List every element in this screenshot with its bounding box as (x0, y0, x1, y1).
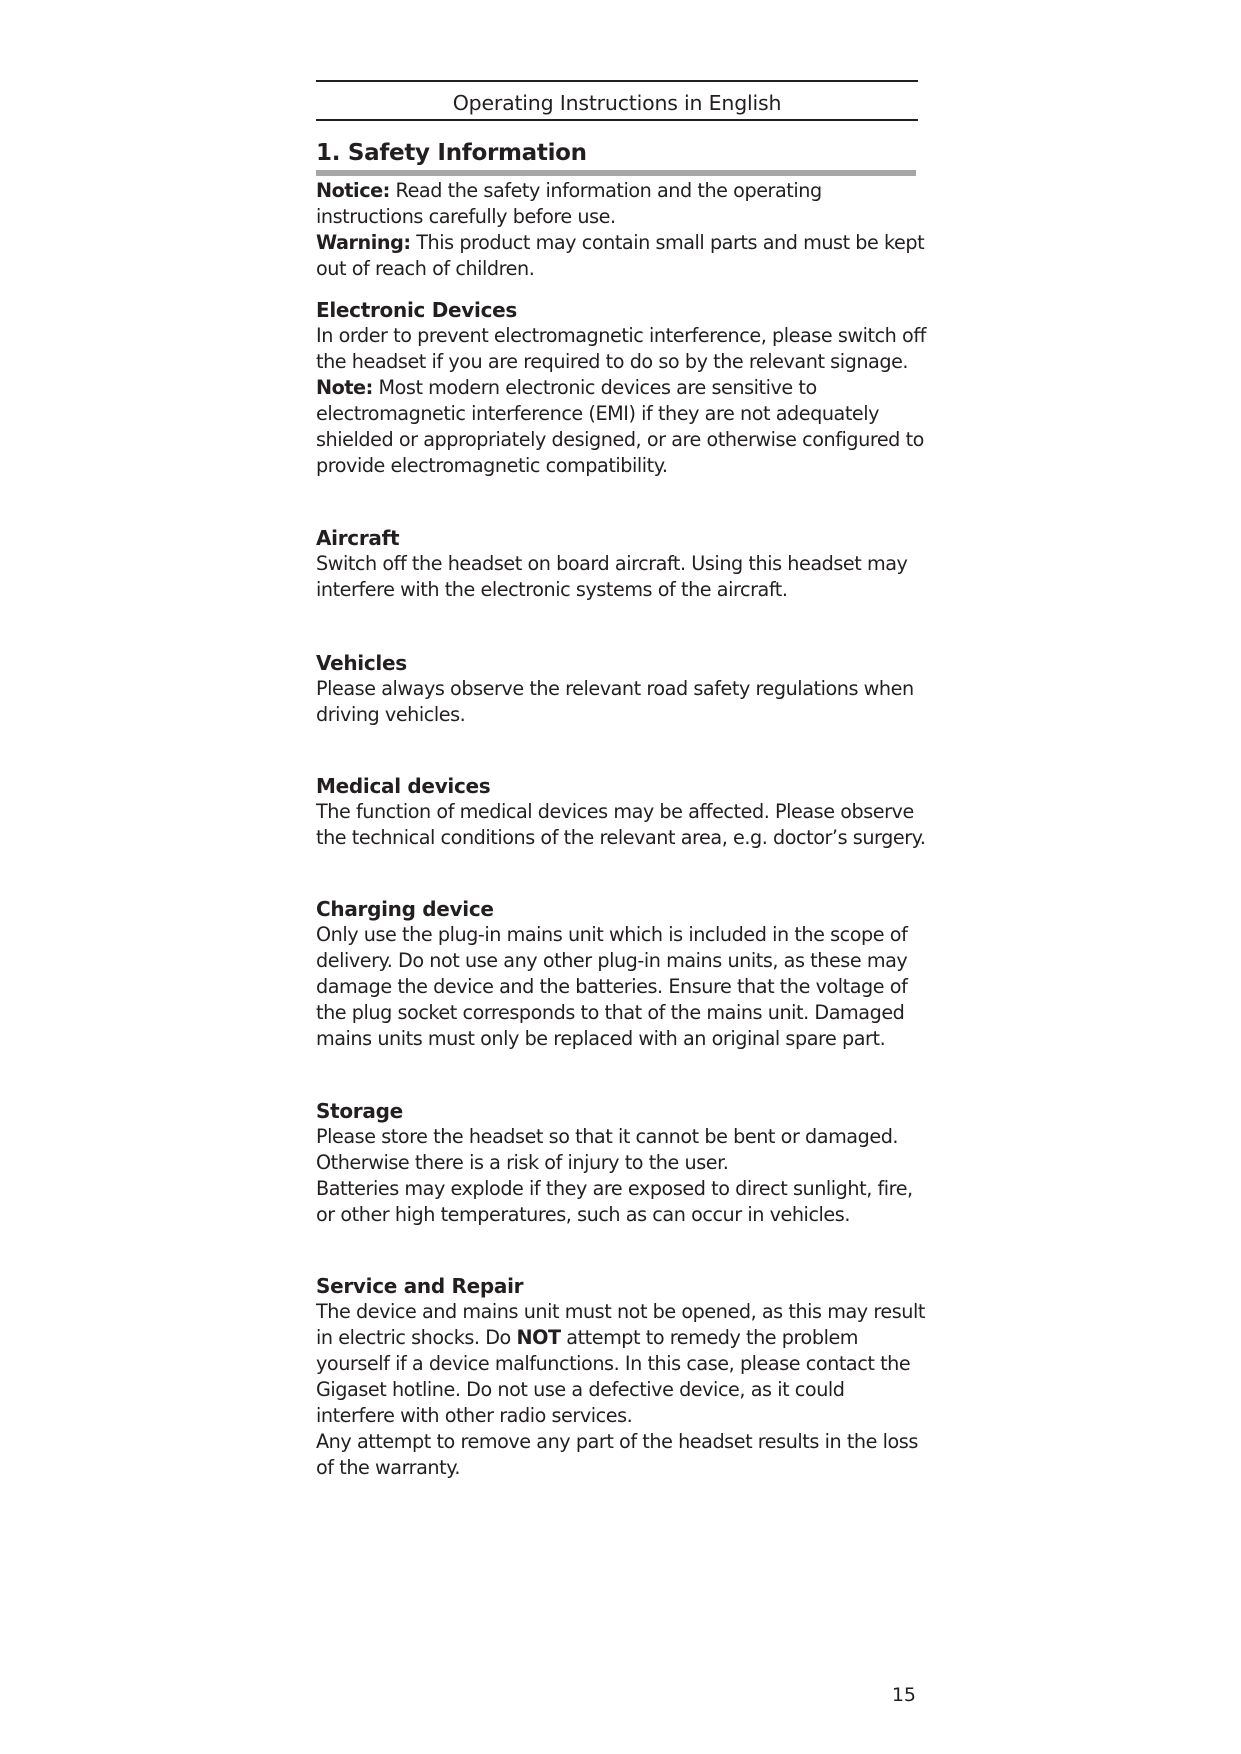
medical-devices-text: The function of medical devices may be affected. Please observe the technical conditions of the relevant area, e.g. doctor’s surgery. (316, 800, 926, 849)
electronic-note-paragraph (316, 375, 926, 479)
electronic-devices-text: In order to prevent electromagnetic interference, please switch off the headset if you are required to do so by the relevant signage. (316, 324, 926, 373)
service-repair-heading: Service and Repair (316, 1274, 524, 1298)
header-title: Operating Instructions in English (452, 91, 782, 115)
warning-text: This product may contain small parts and must be kept out of reach of children. (316, 231, 925, 280)
note-label: Note: (316, 376, 373, 399)
service-text-a: The device and mains unit must not be opened, as this may result in electric shocks. Do (316, 1300, 925, 1349)
storage-text: Please store the headset so that it cannot be bent or damaged. Otherwise there is a risk of injury to the user. (316, 1125, 899, 1174)
charging-device-text: Only use the plug-in mains unit which is included in the scope of delivery. Do not use any other plug-in mains units, as these may damage the device and the batteries. Ensure that the voltage of the plug socket corresponds to that of the mains unit. Damaged mains units must only be replaced with an original spare part. (316, 923, 908, 1050)
storage-heading: Storage (316, 1099, 403, 1123)
header-bottom-rule (316, 119, 918, 121)
service-text-bold: NOT (516, 1326, 561, 1349)
section-title: 1. Safety Information (316, 140, 587, 166)
vehicles-text: Please always observe the relevant road safety regulations when driving vehicles. (316, 677, 914, 726)
vehicles-block (316, 650, 926, 728)
electronic-devices-block (316, 297, 926, 479)
storage-block (316, 1098, 926, 1228)
aircraft-text: Switch off the headset on board aircraft. Using this headset may interfere with the electronic systems of the aircraft. (316, 552, 908, 601)
notice-label: Notice: (316, 179, 390, 202)
service-repair-text-2: Any attempt to remove any part of the headset results in the loss of the warranty. (316, 1430, 918, 1479)
note-text: Most modern electronic devices are sensitive to electromagnetic interference (EMI) if they are not adequately shielded or appropriately designed, or are otherwise configured to provide electromagnetic compatibility. (316, 376, 924, 477)
warning-paragraph (316, 230, 926, 282)
charging-device-heading: Charging device (316, 897, 494, 921)
aircraft-block (316, 525, 926, 603)
medical-devices-block (316, 773, 926, 851)
medical-devices-heading: Medical devices (316, 774, 491, 798)
storage-text-2: Batteries may explode if they are exposed to direct sunlight, fire, or other high temperatures, such as can occur in vehicles. (316, 1177, 913, 1226)
service-repair-block (316, 1273, 926, 1481)
header-top-rule (316, 80, 918, 82)
service-repair-text (316, 1299, 926, 1429)
section-title-bar (316, 170, 916, 176)
notice-paragraph (316, 178, 926, 230)
service-text-b: attempt to remedy the problem yourself if a device malfunctions. In this case, please contact the Gigaset hotline. Do not use a defective device, as it could interfere with other radio services. (316, 1326, 911, 1427)
notice-text: Read the safety information and the operating instructions carefully before use. (316, 179, 822, 228)
vehicles-heading: Vehicles (316, 651, 407, 675)
charging-device-block (316, 896, 926, 1052)
intro-block (316, 178, 926, 282)
aircraft-heading: Aircraft (316, 526, 400, 550)
page-number: 15 (891, 1684, 916, 1706)
electronic-devices-heading: Electronic Devices (316, 298, 517, 322)
warning-label: Warning: (316, 231, 411, 254)
